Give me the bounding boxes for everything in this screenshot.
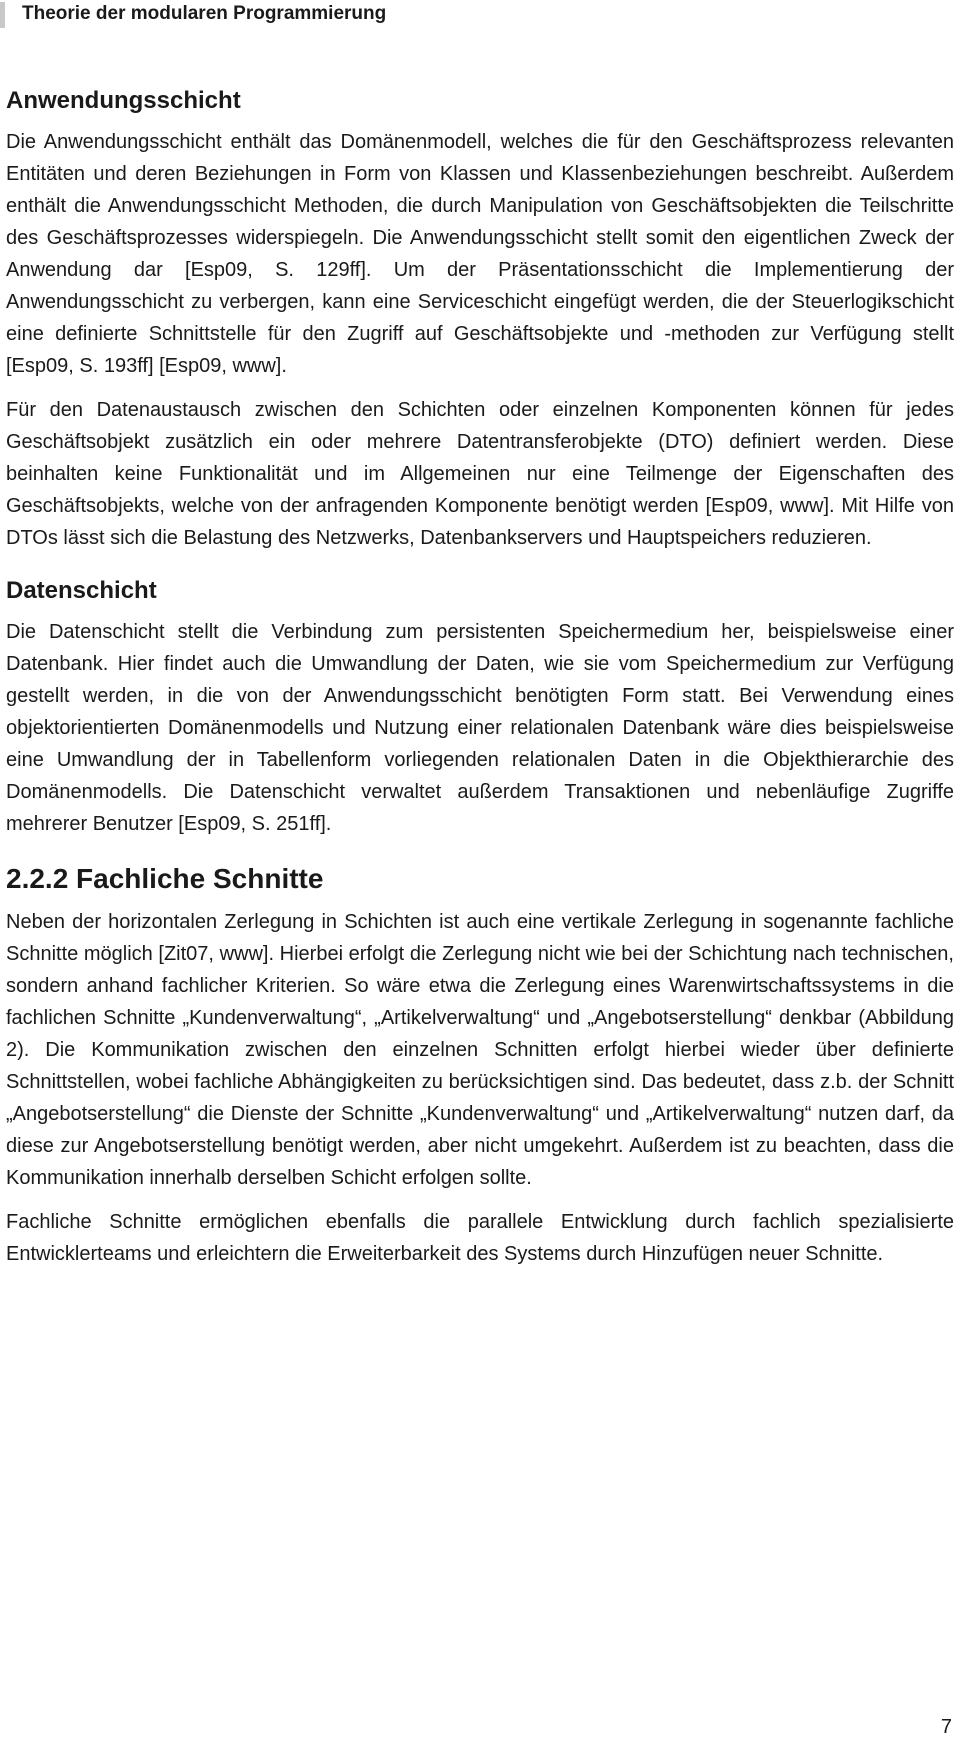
header-marker-bar bbox=[0, 2, 5, 28]
running-header bbox=[0, 0, 960, 30]
paragraph: Neben der horizontalen Zerlegung in Schichten ist auch eine vertikale Zerlegung in sogenannte fachliche Schnitte möglich [Zit07, www]. Hierbei erfolgt die Zerlegung nicht wie bei der Schichtung nach technischen, sondern anhand fachlicher Kriterien. So wäre etwa die Zerlegung eines Warenwirtschaftssystems in die fachlichen Schnitte „Kundenverwaltung“, „Artikelverwaltung“ und „Angebotserstellung“ denkbar (Abbildung 2). Die Kommunikation zwischen den einzelnen Schnitten erfolgt hierbei wieder über definierte Schnittstellen, wobei fachliche Abhängigkeiten zu berücksichtigen sind. Das bedeutet, dass z.b. der Schnitt „Angebotserstellung“ die Dienste der Schnitte „Kundenverwaltung“ und „Artikelverwaltung“ nutzen darf, da diese zur Angebotserstellung benötigt werden, aber nicht umgekehrt. Außerdem ist zu beachten, dass die Kommunikation innerhalb derselben Schicht erfolgen sollte. bbox=[6, 911, 954, 1189]
section-fachliche-schnitte bbox=[6, 862, 954, 1270]
section-heading: Anwendungsschicht bbox=[6, 87, 241, 114]
section-heading: Datenschicht bbox=[6, 577, 157, 604]
header-title: Theorie der modularen Programmierung bbox=[22, 3, 387, 24]
paragraph: Für den Datenaustausch zwischen den Schichten oder einzelnen Komponenten können für jedes Geschäftsobjekt zusätzlich ein oder mehrere Datentransferobjekte (DTO) definiert werden. Diese beinhalten keine Funktionalität und im Allgemeinen nur eine Teilmenge der Eigenschaften des Geschäftsobjekts, welche von der anfragenden Komponente benötigt werden [Esp09, www]. Mit Hilfe von DTOs lässt sich die Belastung des Netzwerks, Datenbankservers und Hauptspeichers reduzieren. bbox=[6, 399, 954, 549]
chapter-heading: 2.2.2 Fachliche Schnitte bbox=[6, 863, 324, 894]
paragraph: Fachliche Schnitte ermöglichen ebenfalls die parallele Entwicklung durch fachlich spezialisierte Entwicklerteams und erleichtern die Erweiterbarkeit des Systems durch Hinzufügen neuer Schnitte. bbox=[6, 1211, 954, 1265]
section-anwendungsschicht bbox=[6, 86, 954, 554]
section-datenschicht bbox=[6, 576, 954, 840]
document-body bbox=[6, 86, 954, 1282]
paragraph: Die Datenschicht stellt die Verbindung zum persistenten Speichermedium her, beispielsweise einer Datenbank. Hier findet auch die Umwandlung der Daten, wie sie vom Speichermedium zur Verfügung gestellt werden, in die von der Anwendungsschicht benötigten Form statt. Bei Verwendung eines objektorientierten Domänenmodells und Nutzung einer relationalen Datenbank wäre dies beispielsweise eine Umwandlung der in Tabellenform vorliegenden relationalen Daten in die Objekthierarchie des Domänenmodells. Die Datenschicht verwaltet außerdem Transaktionen und nebenläufige Zugriffe mehrerer Benutzer [Esp09, S. 251ff]. bbox=[6, 621, 954, 835]
page-number: 7 bbox=[940, 1716, 952, 1738]
paragraph: Die Anwendungsschicht enthält das Domänenmodell, welches die für den Geschäftsprozess relevanten Entitäten und deren Beziehungen in Form von Klassen und Klassenbeziehungen beschreibt. Außerdem enthält die Anwendungsschicht Methoden, die durch Manipulation von Geschäftsobjekten die Teilschritte des Geschäftsprozesses widerspiegeln. Die Anwendungsschicht stellt somit den eigentlichen Zweck der Anwendung dar [Esp09, S. 129ff]. Um der Präsentationsschicht die Implementierung der Anwendungsschicht zu verbergen, kann eine Serviceschicht eingefügt werden, die der Steuerlogikschicht eine definierte Schnittstelle für den Zugriff auf Geschäftsobjekte und -methoden zur Verfügung stellt [Esp09, S. 193ff] [Esp09, www]. bbox=[6, 131, 954, 377]
